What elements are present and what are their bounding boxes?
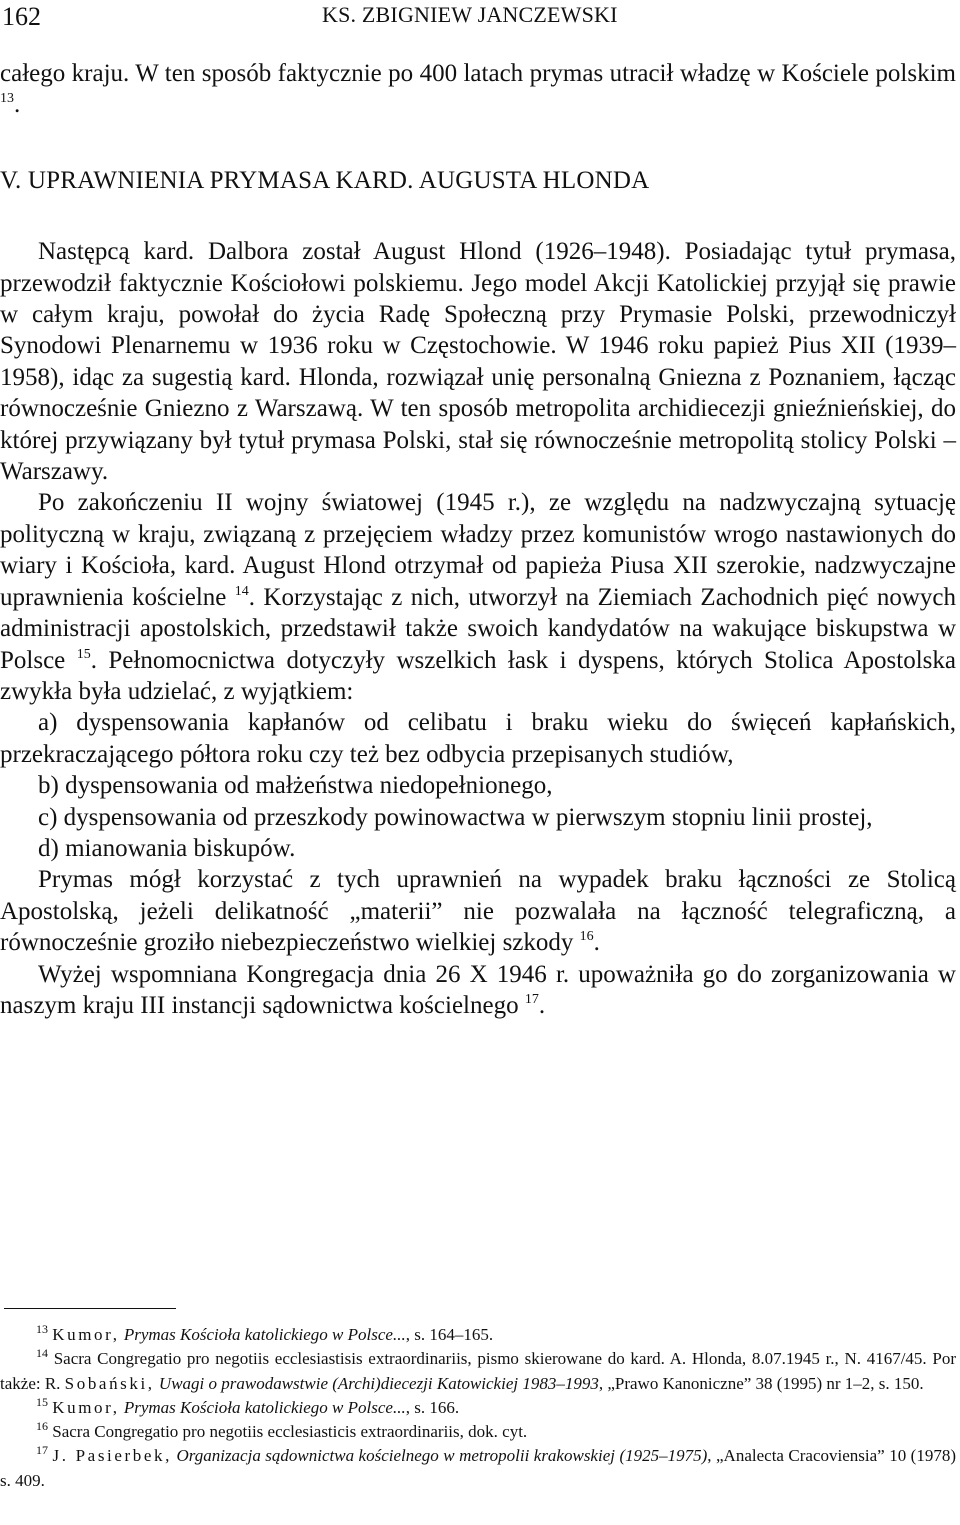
footnote-number: 13 <box>36 1322 48 1336</box>
page-number: 162 <box>2 2 41 31</box>
footnote-number: 17 <box>36 1443 48 1458</box>
footnote-16 <box>0 1420 956 1444</box>
footnote-17 <box>0 1444 956 1493</box>
paragraph-intro <box>0 58 956 121</box>
paragraph-4-tail: . <box>538 991 546 1019</box>
paragraph-2-part-a: Po zakończeniu II wojny światowej (1945 r.), ze względu na nadzwyczajną sytuację polityczną w kraju, związaną z przejęciem władzy przez komunistów wrogo nastawionych do wiary i Kościoła, kard. August Hlond otrzymał od papieża Piusa XII szerokie, nadzwyczajne uprawnienia kościelne <box>0 489 956 611</box>
paragraph-1: Następcą kard. Dalbora został August Hlond (1926–1948). Posiadając tytuł prymasa, przewodził faktycznie Kościołowi polskiemu. Jego model Akcji Katolickiej przyjął się prawie w całym kraju, powołał do życia Radę Społeczną przy Prymasie Polski, przewodniczył Synodowi Plenarnemu w 1936 roku w Częstochowie. W 1946 roku papież Pius XII (1939–1958), idąc za sugestią kard. Hlonda, rozwiązał unię personalną Gniezna z Poznaniem, łącząc równocześnie Gniezno z Warszawą. W ten sposób metropolita archidiecezji gnieźnieńskiej, do której przywiązany był tytuł prymasa Polski, stał się równocześnie metropolitą stolicy Polski – Warszawy. <box>0 238 956 486</box>
footnote-ref-17[interactable]: 17 <box>524 991 539 1007</box>
footnote-author: J. Pasierbek, <box>52 1446 172 1466</box>
paragraph-3-tail: . <box>593 929 600 957</box>
paragraph-2 <box>0 487 956 707</box>
paragraph-intro-text: całego kraju. W ten sposób faktycznie po 400 latach prymas utracił władzę w Kościele polskim <box>0 60 956 87</box>
list-item: b) dyspensowania od małżeństwa niedopełnionego, <box>38 772 553 800</box>
paragraph-3-text: Prymas mógł korzystać z tych uprawnień na wypadek braku łączności ze Stolicą Apostolską, jeżeli delikatność „materii” nie pozwalała na łączność telegraficzną, a równocześnie groziło niebezpieczeństwo wielkiej szkody <box>0 866 956 957</box>
footnote-number: 14 <box>36 1346 48 1361</box>
list-item: d) mianowania biskupów. <box>38 834 296 862</box>
footnote-title: Prymas Kościoła katolickiego w Polsce... <box>123 1397 406 1417</box>
footnote-number: 16 <box>36 1419 48 1434</box>
footnote-14 <box>0 1347 956 1396</box>
paragraph-4-text: Wyżej wspomniana Kongregacja dnia 26 X 1946 r. upoważniła go do zorganizowania w naszym kraju III instancji sądownictwa kościelnego <box>0 960 956 1019</box>
footnote-author: Kumor, <box>52 1325 120 1344</box>
footnote-text: Sacra Congregatio pro negotiis ecclesiastisis extraordinariis, pismo skierowane do kard. A. Hlonda, 8.07.1945 r., N. 4167/45. Por także: R. <box>0 1349 956 1393</box>
paragraph-2-part-b: . Korzystając z nich, utworzył na Ziemiach Zachodnich pięć nowych administracji apostolskich, przedstawił także swoich kandydatów na wakujące biskupstwa w Polsce <box>0 583 957 674</box>
footnote-title: Prymas Kościoła katolickiego w Polsce... <box>123 1325 406 1344</box>
footnote-ref-13[interactable]: 13 <box>0 91 14 107</box>
footnote-rest: , „Analecta Cracoviensia” 10 (1978) s. 409. <box>0 1446 957 1490</box>
footnote-text: Sacra Congregatio pro negotiis ecclesiasticis extraordinariis, dok. cyt. <box>52 1422 528 1442</box>
running-head: KS. ZBIGNIEW JANCZEWSKI <box>322 2 618 27</box>
section-heading: V. UPRAWNIENIA PRYMASA KARD. AUGUSTA HLONDA <box>0 166 650 194</box>
body-text <box>0 58 956 1021</box>
footnote-title: Organizacja sądownictwa kościelnego w metropolii krakowskiej (1925–1975) <box>176 1446 708 1466</box>
footnote-author: Sobański, <box>64 1373 155 1393</box>
footnote-title: Uwagi o prawodawstwie (Archi)diecezji Katowickiej 1983–1993 <box>158 1373 599 1393</box>
footnote-ref-16[interactable]: 16 <box>579 929 594 945</box>
footnote-divider <box>4 1308 176 1309</box>
paragraph-3 <box>0 864 956 958</box>
footnote-number: 15 <box>36 1394 48 1409</box>
footnote-13 <box>0 1323 956 1347</box>
paragraph-intro-tail: . <box>14 91 21 119</box>
page-header <box>0 0 960 40</box>
footnote-15 <box>0 1396 956 1420</box>
paragraph-4 <box>0 959 956 1022</box>
list-item: c) dyspensowania od przeszkody powinowactwa w pierwszym stopniu linii prostej, <box>38 803 873 831</box>
footnote-rest: , „Prawo Kanoniczne” 38 (1995) nr 1–2, s. 150. <box>598 1373 924 1393</box>
list-item: a) dyspensowania kapłanów od celibatu i braku wieku do święceń kapłańskich, przekraczającego półtora roku czy też bez odbycia przepisanych studiów, <box>0 709 956 768</box>
footnote-author: Kumor, <box>52 1397 120 1417</box>
footnote-ref-15[interactable]: 15 <box>76 646 91 662</box>
footnote-rest: , s. 164–165. <box>405 1325 494 1344</box>
paragraph-2-part-c: . Pełnomocnictwa dotyczyły wszelkich łask i dyspens, których Stolica Apostolska zwykła była udzielać, z wyjątkiem: <box>0 646 956 705</box>
footnote-rest: , s. 166. <box>405 1397 460 1417</box>
footnote-ref-14[interactable]: 14 <box>234 583 249 599</box>
footnotes <box>0 1323 956 1493</box>
